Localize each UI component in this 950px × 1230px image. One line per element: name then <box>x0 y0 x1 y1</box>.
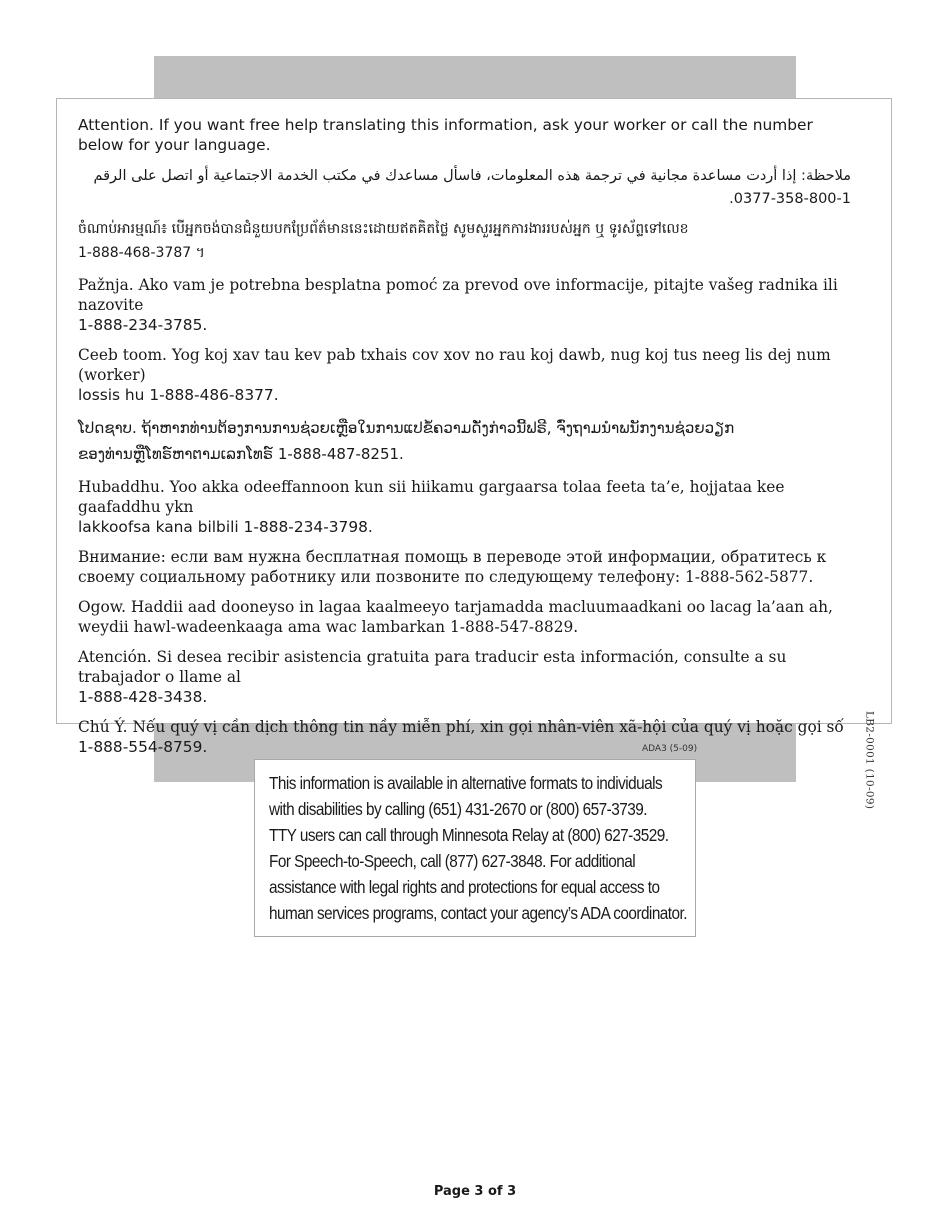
ada-notice-box <box>254 759 696 937</box>
notice-somali: Ogow. Haddii aad dooneyso in lagaa kaalmeeyo tarjamadda macluumaadkani oo lacag la’aan ah, weydii hawl-wadeenkaaga ama wac lambarkan 1-888-547-8829. <box>78 598 833 636</box>
notice-arabic: ملاحظة: إذا أردت مساعدة مجانية في ترجمة هذه المعلومات، فاسأل مساعدك في مكتب الخدمة الاجتماعية أو اتصل على الرقم 1-800-358-0377. <box>93 168 851 207</box>
notice-khmer-phone: 1-888-468-3787 ។ <box>78 245 205 261</box>
ada-line-1: This information is available in alternative formats to individuals <box>269 773 663 793</box>
notice-lao-text: ໂປດຊາບ. ຖ້າຫາກທ່ານຕ້ອງການການຊ່ວຍເຫຼືອໃນການແປຂໍ້ຄວາມດັ່ງກ່າວນີ້ຟຣີ, ຈົ່ງຖາມນໍາພນັກງານຊ່ວຍວຽກ <box>78 419 735 437</box>
notice-hmong-phone: lossis hu 1-888-486-8377. <box>78 386 279 404</box>
ada-line-4: For Speech-to-Speech, call (877) 627-3848. For additional <box>269 851 636 871</box>
notice-lao <box>78 415 851 467</box>
notice-bosnian <box>78 275 851 335</box>
notice-bosnian-phone: 1-888-234-3785. <box>78 316 208 334</box>
ada-line-3: TTY users can call through Minnesota Relay at (800) 627-3529. <box>269 825 669 845</box>
notice-oromo <box>78 477 851 537</box>
notice-lao-text-2: ຂອງທ່ານຫຼືໂທຣ໌ຫາຕາມເລກໂທຣ໌ <box>78 445 274 463</box>
notice-khmer <box>78 217 851 265</box>
notice-lao-phone: 1-888-487-8251. <box>277 445 404 463</box>
page-number: Page 3 of 3 <box>433 1184 517 1199</box>
notice-english: Attention. If you want free help translating this information, ask your worker or call the number below for your language. <box>78 116 813 154</box>
notice-oromo-text: Hubaddhu. Yoo akka odeeffannoon kun sii hiikamu gargaarsa tolaa feeta ta’e, hojjataa kee gaafaddhu ykn <box>78 478 785 516</box>
ada-line-6: human services programs, contact your agency’s ADA coordinator. <box>269 903 687 923</box>
notice-bosnian-text: Pažnja. Ako vam je potrebna besplatna pomoć za prevod ove informacije, pitajte vašeg radnika ili nazovite <box>78 276 838 314</box>
notice-hmong <box>78 345 851 405</box>
ada-line-2: with disabilities by calling (651) 431-2670 or (800) 657-3739. <box>269 799 647 819</box>
notice-vietnamese-text: Chú Ý. Nếu quý vị cần dịch thông tin nầy miễn phí, xin gọi nhân-viên xã-hội của quý vị hoặc gọi số <box>78 718 844 736</box>
notice-spanish-phone: 1-888-428-3438. <box>78 688 208 706</box>
notice-vietnamese-phone: 1-888-554-8759. <box>78 738 208 756</box>
notice-hmong-text: Ceeb toom. Yog koj xav tau kev pab txhais cov xov no rau koj dawb, nug koj tus neeg lis dej num (worker) <box>78 346 831 384</box>
notice-russian: Внимание: если вам нужна бесплатная помощь в переводе этой информации, обратитесь к своему социальному работнику или позвоните по следующему телефону: 1-888-562-5877. <box>78 548 827 586</box>
ada-form-code: ADA3 (5-09) <box>642 744 698 754</box>
ada-line-5: assistance with legal rights and protections for equal access to <box>269 877 660 897</box>
notice-oromo-phone: lakkoofsa kana bilbili 1-888-234-3798. <box>78 518 373 536</box>
notice-khmer-text: ចំណាប់អារម្មណ៍៖ បើអ្នកចង់បានជំនួយបកប្រែព័ត៌មាននេះដោយឥតគិតថ្លៃ សូមសួរអ្នកការងាររបស់អ្នក ឬ ទូរស័ព្ទទៅលេខ <box>78 221 689 237</box>
gray-band-top <box>154 56 796 100</box>
notice-spanish <box>78 647 851 707</box>
notice-spanish-text: Atención. Si desea recibir asistencia gratuita para traducir esta información, consulte a su trabajador o llame al <box>78 648 787 686</box>
notice-vietnamese <box>78 717 851 757</box>
form-code: LB2-0001 (10-09) <box>863 711 875 810</box>
